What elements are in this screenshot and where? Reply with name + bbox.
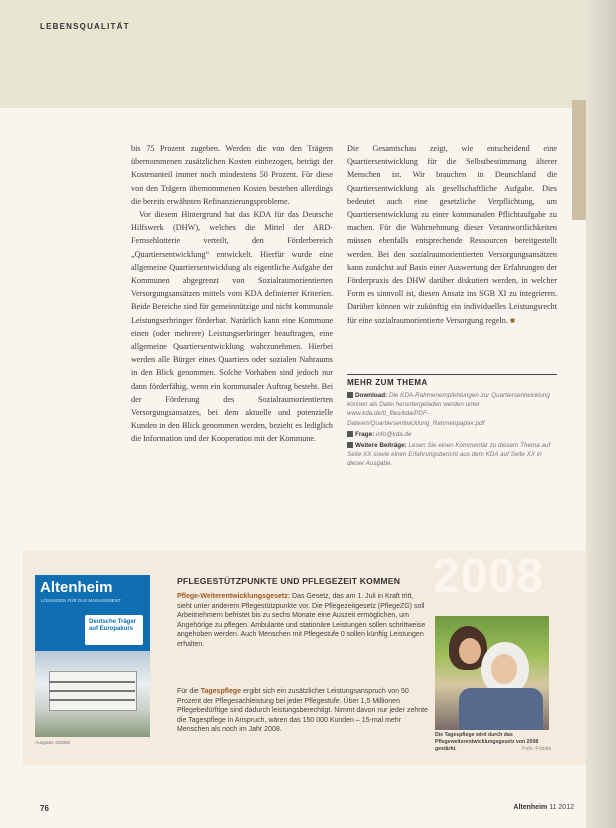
magazine-caption: Ausgabe 4/2008: [35, 741, 70, 746]
more-item-text[interactable]: info@kda.de: [376, 430, 412, 438]
article-column-1: [131, 142, 333, 446]
magazine-logo: Altenheim: [40, 579, 113, 596]
more-item-further: [347, 441, 557, 469]
magazine-cover: [35, 575, 150, 737]
paragraph-text: Die Gesamtschau zeigt, wie entscheidend eine Quartiersentwicklung für die Selbstbestimmung älterer Menschen ist. Wir brauchen in Deutschland die Quartiersentwicklung als gesellschaftliche Aufgabe. Dies bedeutet auch eine gesetzliche Verpflichtung, um Quartiersentwicklung zu einer kommunalen Pflichtaufgabe zu machen. Für die Wahrnehmung dieser Verantwortlichkeiten müssen ebenfalls entsprechende Ressourcen bereitgestellt werden. Bei den sozialraumorientierten Versorgungsansätzen kann zunächst auf Basis einer Auswertung der Erfahrungen der Förderpraxis des DHW darüber diskutiert werden, in welcher Form es sinnvoll ist, diesen Ansatz ins SGB XI zu integrieren. Darüber können wir zukünftig ein individuelles Leistungsrecht für eine sozialraumorientierte Versorgung regeln.: [347, 144, 557, 325]
more-item-text[interactable]: Die KDA-Rahmenempfehlungen zur Quartiersentwicklung können als Datei heruntergeladen werden unter www.kda.de/tl_files/kda/PDF-Dateien/Quartiersentwicklung_Rahmenpapier.pdf: [347, 392, 550, 427]
paragraph: [347, 142, 557, 327]
highlight: Pflege-Weiterentwicklungsgesetz:: [177, 593, 291, 600]
box-title: PFLEGESTÜTZPUNKTE UND PFLEGEZEIT KOMMEN: [177, 576, 401, 586]
senior-face: [491, 654, 517, 684]
page-gutter: [586, 0, 616, 828]
magazine-tagline: LÖSUNGEN FÜR DAS MANAGEMENT: [41, 598, 121, 603]
paragraph: bis 75 Prozent zugeben. Werden die von den Trägern übernommenen zusätzlichen Kosten einbezogen, beträgt der Kostenanteil immer noch mindestens 50 Prozent. Für diese von den Trägern übernommenen Kosten bestehen allerdings die bereits erwähnten Refinanzierungsprobleme.: [131, 144, 333, 206]
building-illustration: [49, 671, 137, 711]
header-band: [0, 0, 600, 108]
care-photo: [435, 616, 549, 730]
article-column-2: [347, 142, 557, 327]
caregiver-face: [459, 638, 481, 664]
more-on-topic: [347, 374, 557, 471]
section-label: LEBENSQUALITÄT: [40, 22, 130, 31]
box-paragraph-2: [177, 687, 430, 735]
end-mark-icon: ■: [509, 315, 515, 325]
box-paragraph-1: [177, 592, 430, 650]
page-number: 76: [40, 804, 49, 813]
more-item-label: Weitere Beiträge:: [355, 442, 407, 450]
footer-magazine: [513, 804, 574, 811]
timeline-year: 2008: [433, 550, 544, 603]
photo-credit: Foto: Fotolia: [522, 745, 551, 752]
more-item-text: Lesen Sie einen Kommentar zu diesem Thema auf Seite XX sowie einen Erfahrungsbericht aus dem KDA auf Seite XX in dieser Ausgabe.: [347, 442, 551, 468]
box-text: Das Gesetz, das am 1. Juli in Kraft tritt, sieht unter anderem Pflegestützpunkte vor. Die Pflegezeitgesetz (PflegeZG) soll Arbeitnehmern befristet bis zu sechs Monate eine Auszeit ermöglichen, um Angehörige zu pflegen. Ambulante und stationäre Leistungen sollen schrittweise angehoben werden. Auch Menschen mit Pflegestufe 0 sollen künftig Leistungen erhalten.: [177, 593, 426, 648]
bullet-icon: [347, 431, 353, 437]
photo-caption-text: Die Tagespflege wird durch das Pflegeweiterentwicklungsgesetz von 2008 gestärkt.: [435, 732, 539, 752]
more-item-question: [347, 430, 557, 439]
page-tab-marker: [572, 100, 586, 220]
photo-caption: [435, 732, 551, 752]
bullet-icon: [347, 392, 353, 398]
highlight: Tagespflege: [200, 688, 242, 695]
more-item-label: Frage:: [355, 430, 375, 438]
footer-issue: 11 2012: [549, 804, 574, 811]
box-text: ergibt sich ein zusätzlicher Leistungsanspruch von 50 Prozent der Pflegesachleistung bei jeder Pflegestufe. Über 1,5 Millionen Pflegebedürftige sind dadurch leistungsberechtigt. Nimmt davon nur jeder zehnte die Tagespflege in Anspruch, wären das 150 000 Kunden – 15-mal mehr Menschen als noch im Jahr 2008.: [177, 688, 428, 734]
bullet-icon: [347, 442, 353, 448]
magazine-headline: Deutsche Träger auf Europakurs: [89, 619, 137, 632]
senior-body: [459, 688, 543, 730]
footer-magazine-name: Altenheim: [513, 804, 548, 811]
box-text: Für die: [177, 688, 201, 695]
more-item-download: [347, 391, 557, 428]
more-title: MEHR ZUM THEMA: [347, 378, 428, 387]
building-windows: [49, 681, 135, 683]
more-item-label: Download:: [355, 392, 388, 399]
paragraph: Vor diesem Hintergrund hat das KDA für das Deutsche Hilfswerk (DHW), welches die Mittel der ARD-Fernsehlotterie verteilt, den Förderbereich „Quartiersentwicklung“ entwickelt. Hierfür wurde eine allgemeine Quartiersentwicklung als eigentliche Aufgabe der Kommunen abgegrenzt von Sozialraumorientierten Versorgungsansätzen mittels vom KDA definierter Kriterien. Beide Bereiche sind für gemeinnützige und nicht kommunale Leistungserbringer förderbar. Natürlich kann eine Kommune einen (oder mehrere) Leistungserbringer beauftragen, eine allgemeine Quartiersentwicklung wahrzunehmen. Hierbei werden alle Bürger eines Quartiers oder sozialen Nahraums in den Blick genommen. Solche Vorhaben sind jedoch nur dann förderfähig, wenn ein kommunaler Auftrag besteht. Bei der Förderung des Sozialraumorientierten Versorgungsansatzes, bei dem aktuelle und potenzielle Kunden in den Blick genommen werden, bezieht es lediglich die Information und der Kooperation mit der Kommune.: [131, 210, 333, 444]
